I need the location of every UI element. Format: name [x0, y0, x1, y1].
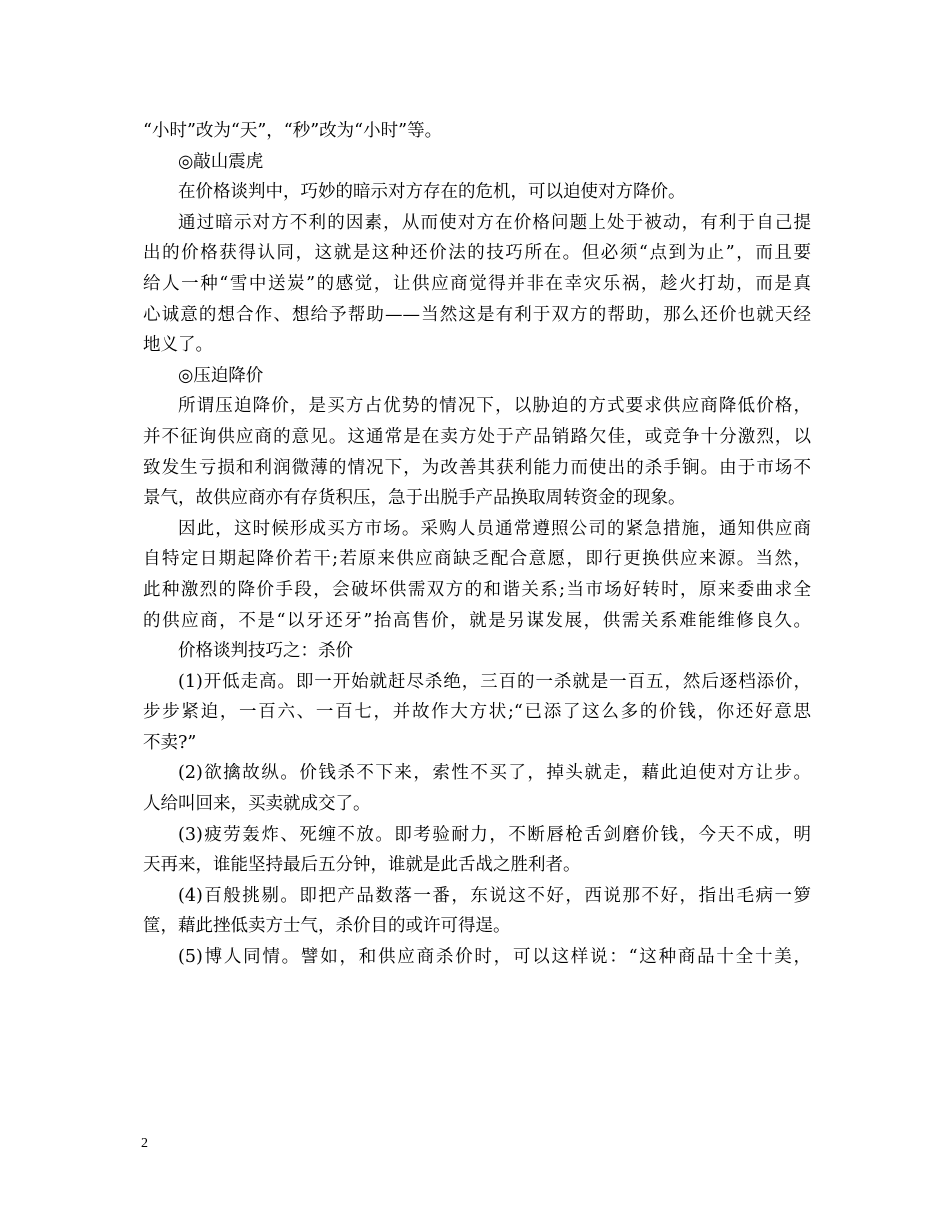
text-line: (4)百般挑剔。即把产品数落一番，东说这不好，西说那不好，指出毛病一箩: [178, 885, 811, 906]
text-line: 致发生亏损和利润微薄的情况下，为改善其获利能力而使出的杀手锏。由于市场不: [143, 457, 811, 478]
text-line: (2)欲擒故纵。价钱杀不下来，索性不买了，掉头就走，藉此迫使对方让步。: [178, 763, 811, 784]
text-line: (5)博人同情。譬如，和供应商杀价时，可以这样说：“这种商品十全十美，: [178, 947, 811, 968]
text-line: 此种激烈的降价手段，会破坏供需双方的和谐关系;当市场好转时，原来委曲求全: [143, 579, 811, 600]
text-line: 自特定日期起降价若干;若原来供应商缺乏配合意愿，即行更换供应来源。当然，: [143, 549, 811, 570]
text-line: “小时”改为“天”，“秒”改为“小时”等。: [143, 121, 443, 141]
text-line: 的供应商，不是“以牙还牙”抬高售价，就是另谋发展，供需关系难能维修良久。: [143, 610, 811, 631]
text-line: (3)疲劳轰炸、死缠不放。即考验耐力，不断唇枪舌剑磨价钱，今天不成，明: [178, 824, 811, 845]
text-line: 天再来，谁能坚持最后五分钟，谁就是此舌战之胜利者。: [143, 855, 581, 876]
text-line: 因此，这时候形成买方市场。采购人员通常遵照公司的紧急措施，通知供应商: [178, 518, 811, 539]
text-line: 心诚意的想合作、想给予帮助——当然这是有利于双方的帮助，那么还价也就天经: [143, 304, 811, 325]
text-line: 价格谈判技巧之：杀价: [178, 641, 353, 662]
text-line: 出的价格获得认同，这就是这种还价法的技巧所在。但必须“点到为止”，而且要: [143, 243, 811, 264]
page-number: 2: [141, 1136, 148, 1151]
text-line: (1)开低走高。即一开始就赶尽杀绝，三百的一杀就是一百五，然后逐档添价，: [178, 671, 811, 692]
text-line: ◎敲山震虎: [178, 151, 264, 172]
text-line: 给人一种“雪中送炭”的感觉，让供应商觉得并非在幸灾乐祸，趁火打劫，而是真: [143, 273, 811, 294]
text-line: 筐，藉此挫低卖方士气，杀价目的或许可得逞。: [143, 916, 511, 937]
text-line: 并不征询供应商的意见。这通常是在卖方处于产品销路欠佳，或竞争十分激烈，以: [143, 426, 811, 447]
text-line: 人给叫回来，买卖就成交了。: [143, 794, 371, 815]
text-line: 不卖?”: [143, 732, 197, 753]
text-line: 通过暗示对方不利的因素，从而使对方在价格问题上处于被动，有利于自己提: [178, 212, 811, 233]
text-line: 在价格谈判中，巧妙的暗示对方存在的危机，可以迫使对方降价。: [178, 182, 686, 203]
text-line: 所谓压迫降价，是买方占优势的情况下，以胁迫的方式要求供应商降低价格，: [178, 396, 811, 417]
text-line: 景气，故供应商亦有存货积压，急于出脱手产品换取周转资金的现象。: [143, 488, 686, 509]
text-line: 地义了。: [143, 335, 213, 356]
text-line: 步步紧迫，一百六、一百七，并故作大方状;“已添了这么多的价钱，你还好意思: [143, 702, 811, 723]
body-text: [143, 116, 811, 973]
text-line: ◎压迫降价: [178, 365, 264, 386]
